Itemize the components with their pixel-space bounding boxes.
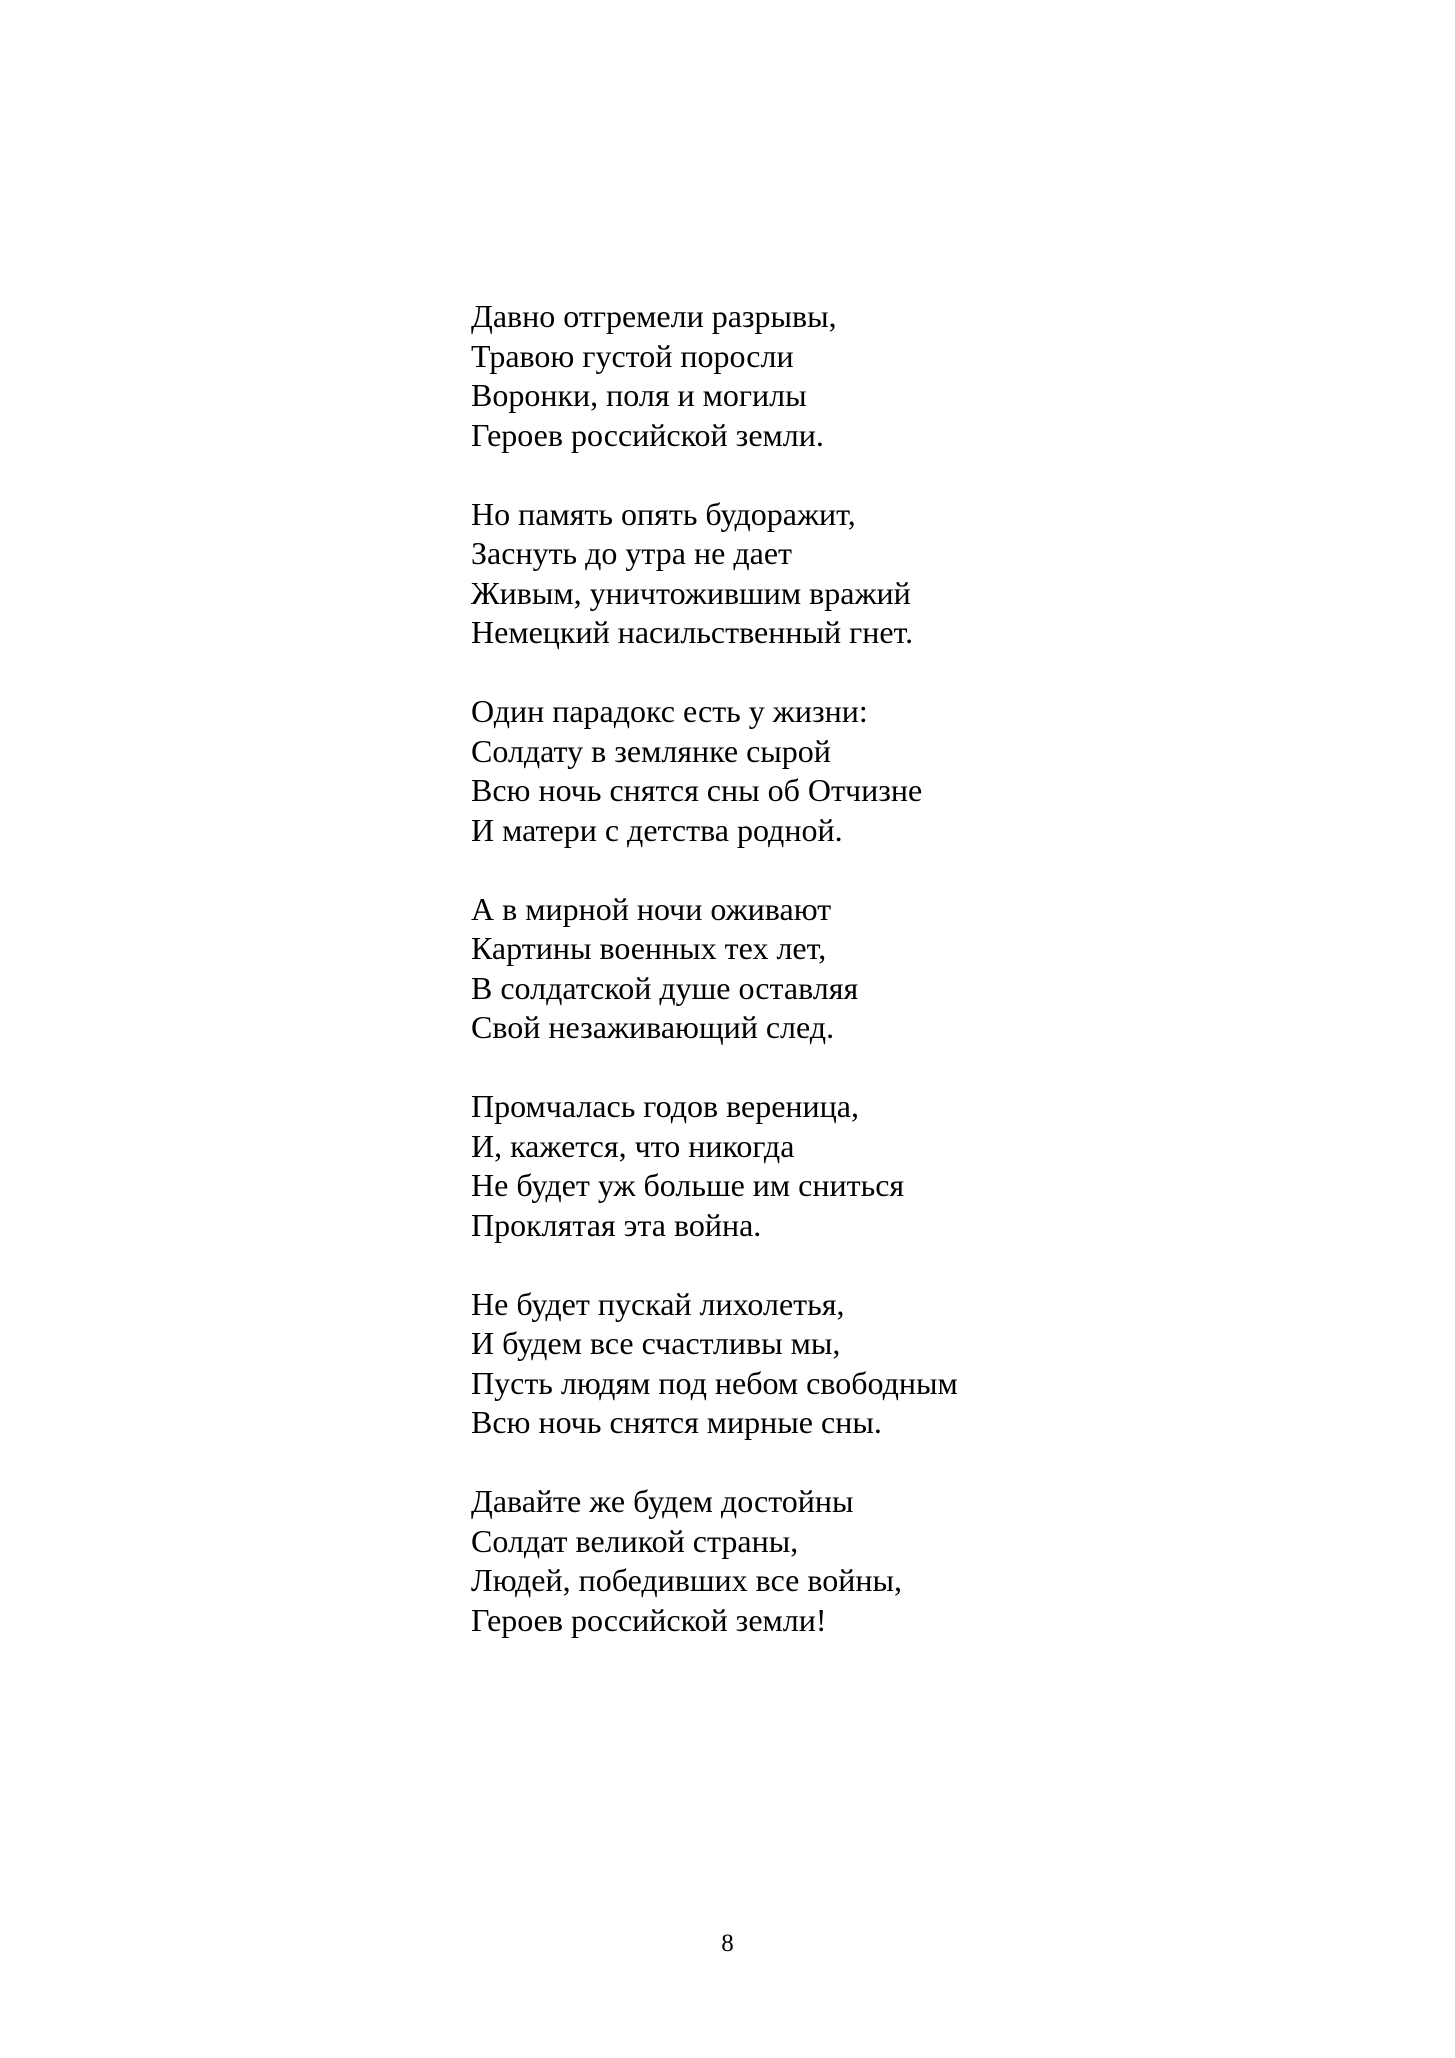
poem-line: И будем все счастливы мы,: [471, 1325, 841, 1361]
poem-line: Один парадокс есть у жизни:: [471, 693, 868, 729]
poem-line: Свой незаживающий след.: [471, 1009, 835, 1045]
stanza-7: [471, 1482, 1231, 1640]
poem-line: Травою густой поросли: [471, 337, 794, 374]
poem-line: Воронки, поля и могилы: [471, 377, 807, 413]
poem-line: Живым, уничтожившим вражий: [471, 574, 911, 611]
poem-line: Солдат великой страны,: [471, 1522, 799, 1559]
poem-line: Не будет пускай лихолетья,: [471, 1285, 845, 1322]
poem: [471, 297, 1231, 1640]
poem-line: Проклятая эта война.: [471, 1206, 762, 1243]
stanza-1: [471, 297, 1231, 455]
poem-line: Всю ночь снятся сны об Отчизне: [471, 772, 923, 808]
poem-line: Героев российской земли.: [471, 416, 824, 453]
page-number: 8: [721, 1930, 734, 1957]
poem-line: Не будет уж больше им сниться: [471, 1167, 905, 1203]
poem-line: Давно отгремели разрывы,: [471, 298, 837, 334]
stanza-3: [471, 692, 1231, 850]
poem-line: Героев российской земли!: [471, 1601, 827, 1638]
poem-line: Но память опять будоражит,: [471, 495, 856, 532]
stanza-4: [471, 890, 1231, 1048]
poem-line: И, кажется, что никогда: [471, 1127, 795, 1164]
stanza-6: [471, 1285, 1231, 1443]
poem-line: Давайте же будем достойны: [471, 1483, 854, 1519]
poem-line: В солдатской душе оставляя: [471, 969, 859, 1006]
poem-line: Пусть людям под небом свободным: [471, 1364, 958, 1401]
stanza-5: [471, 1087, 1231, 1245]
poem-line: Немецкий насильственный гнет.: [471, 614, 914, 650]
poem-line: А в мирной ночи оживают: [471, 890, 832, 927]
poem-line: Картины военных тех лет,: [471, 930, 827, 966]
poem-line: Промчалась годов вереница,: [471, 1088, 859, 1124]
stanza-2: [471, 495, 1231, 653]
poem-line: И матери с детства родной.: [471, 811, 843, 848]
poem-line: Людей, победивших все войны,: [471, 1562, 902, 1598]
poem-line: Солдату в землянке сырой: [471, 732, 831, 769]
poem-line: Всю ночь снятся мирные сны.: [471, 1404, 882, 1440]
poem-line: Заснуть до утра не дает: [471, 535, 792, 571]
